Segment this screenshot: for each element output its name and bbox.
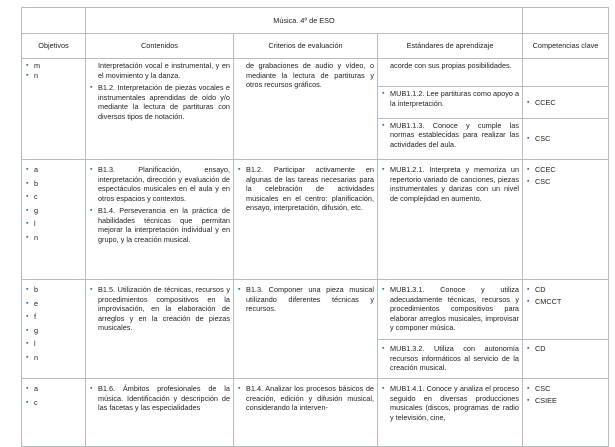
objetivos-cell [22, 59, 86, 160]
table-row [22, 59, 609, 87]
criteria-item: ▪ B1.3. Componer una pieza musical utilizando diferentes técnicas y recursos. [238, 285, 374, 313]
objective-item: ▪ c [26, 192, 38, 201]
objective-item: ▪ l [26, 219, 36, 228]
competence-item: ▪ CCEC [527, 97, 556, 107]
competence-item: ▪ CSIEE [527, 395, 557, 405]
competencias-cell [523, 160, 609, 280]
competencias-cell [523, 340, 609, 379]
competencias-cell [523, 118, 609, 159]
objective-item: ▪ f [26, 312, 37, 321]
header-criterios: Criterios de evaluación [234, 34, 378, 59]
header-estandares: Estándares de aprendizaje [378, 34, 523, 59]
table-row [22, 160, 609, 280]
estandar-cell [378, 280, 523, 340]
objetivos-cell [22, 280, 86, 379]
criterios-cell [234, 160, 378, 280]
objective-item: ▪ b [26, 285, 39, 294]
standard-item: ▪ MUB1.1.3. Conoce y cumple las normas establecidas para realizar las actividades del aula. [382, 120, 519, 149]
table-row [22, 379, 609, 447]
objective-item: ▪ m [26, 61, 41, 70]
competence-item: ▪ CMCCT [527, 296, 562, 306]
objective-item: ▪ a [26, 384, 39, 393]
competencias-cell [523, 379, 609, 447]
criteria-text: de grabaciones de audio y vídeo, o mediante la lectura de partituras y otros recursos gráficos. [246, 61, 374, 89]
estandar-cell [378, 118, 523, 159]
standard-item: ▪ MUB1.3.1. Conoce y utiliza adecuadamente técnicas, recursos y procedimientos compositivos para elaborar arreglos musicales, improvisar y componer música. [382, 285, 519, 332]
contenidos-cell [86, 59, 234, 160]
objective-item: ▪ n [26, 232, 39, 242]
estandar-cell [378, 87, 523, 119]
header-objetivos: Objetivos [22, 34, 86, 59]
competencias-cell [523, 59, 609, 87]
header-contenidos: Contenidos [86, 34, 234, 59]
content-item: ▪ B1.5. Utilización de técnicas, recursos y procedimientos compositivos en la improvisación, en la elaboración de arreglos y en la creación de piezas musicales. [90, 285, 230, 332]
contenidos-cell [86, 379, 234, 447]
standard-item: ▪ MUB1.1.2. Lee partituras como apoyo a la interpretación. [382, 89, 519, 108]
competencias-cell [523, 87, 609, 119]
standard-item: ▪ MUB1.3.2. Utiliza con autonomía recursos informáticos al servicio de la creación musical. [382, 344, 519, 372]
competence-item: ▪ CCEC [527, 165, 556, 174]
objective-item: ▪ n [26, 352, 39, 362]
competencias-cell [523, 280, 609, 340]
table-row [22, 280, 609, 340]
objetivos-cell [22, 160, 86, 280]
estandar-cell [378, 59, 523, 87]
competence-item: ▪ CD [527, 285, 546, 294]
objective-item: ▪ a [26, 165, 39, 174]
curriculum-table [21, 7, 609, 447]
contenidos-cell [86, 160, 234, 280]
estandar-cell [378, 379, 523, 447]
content-item: ▪ B1.3. Planificación, ensayo, interpretación, dirección y evaluación de espectáculos musicales en el aula y en otros espacios y contextos. [90, 165, 230, 203]
objective-item: ▪ e [26, 298, 39, 308]
criterios-cell [234, 379, 378, 447]
criterios-cell [234, 280, 378, 379]
objective-item: ▪ g [26, 325, 39, 335]
standard-item: ▪ MUB1.4.1. Conoce y analiza el proceso seguido en diversas producciones musicales (discos, programas de radio y televisión, cine, [382, 384, 519, 422]
objective-item: ▪ b [26, 178, 39, 188]
empty-corner-cell [523, 8, 609, 34]
competence-item: ▪ CD [527, 344, 546, 353]
table-title: Música. 4º de ESO [86, 8, 523, 34]
competence-item: ▪ CSC [527, 134, 551, 144]
content-item: ▪ B1.4. Perseverancia en la práctica de habilidades técnicas que permitan mejorar la interpretación individual y en grupo, y la creación musical. [90, 206, 230, 244]
objective-item: ▪ c [26, 397, 38, 407]
criteria-item: ▪ B1.2. Participar activamente en algunas de las tareas necesarias para la celebración de actividades musicales en el centro: planificación, ensayo, interpretación, difusión, etc. [238, 165, 374, 212]
content-item: ▪ B1.2. Interpretación de piezas vocales e instrumentales aprendidas de oído y/o mediante la lectura de partituras con diversos tipos de notación. [90, 83, 230, 121]
criterios-cell [234, 59, 378, 160]
objective-item: ▪ l [26, 339, 36, 348]
empty-corner-cell [22, 8, 86, 34]
estandar-cell [378, 160, 523, 280]
header-competencias: Competencias clave [523, 34, 609, 59]
content-item: ▪ B1.6. Ámbitos profesionales de la música. Identificación y descripción de las facetas y las especialidades [90, 384, 230, 412]
content-text: Interpretación vocal e instrumental, y en el movimiento y la danza. [98, 61, 230, 80]
standard-text: acorde con sus propias posibilidades. [390, 61, 512, 70]
estandar-cell [378, 340, 523, 379]
objetivos-cell [22, 379, 86, 447]
contenidos-cell [86, 280, 234, 379]
competence-item: ▪ CSC [527, 384, 551, 393]
objective-item: ▪ g [26, 205, 39, 215]
objective-item: ▪ n [26, 70, 39, 80]
standard-item: ▪ MUB1.2.1. Interpreta y memoriza un repertorio variado de canciones, piezas instrumentales y danzas con un nivel de complejidad en aumento. [382, 165, 519, 203]
criteria-item: ▪ B1.4. Analizar los procesos básicos de creación, edición y difusión musical, considerando la interven- [238, 384, 374, 412]
competence-item: ▪ CSC [527, 176, 551, 186]
